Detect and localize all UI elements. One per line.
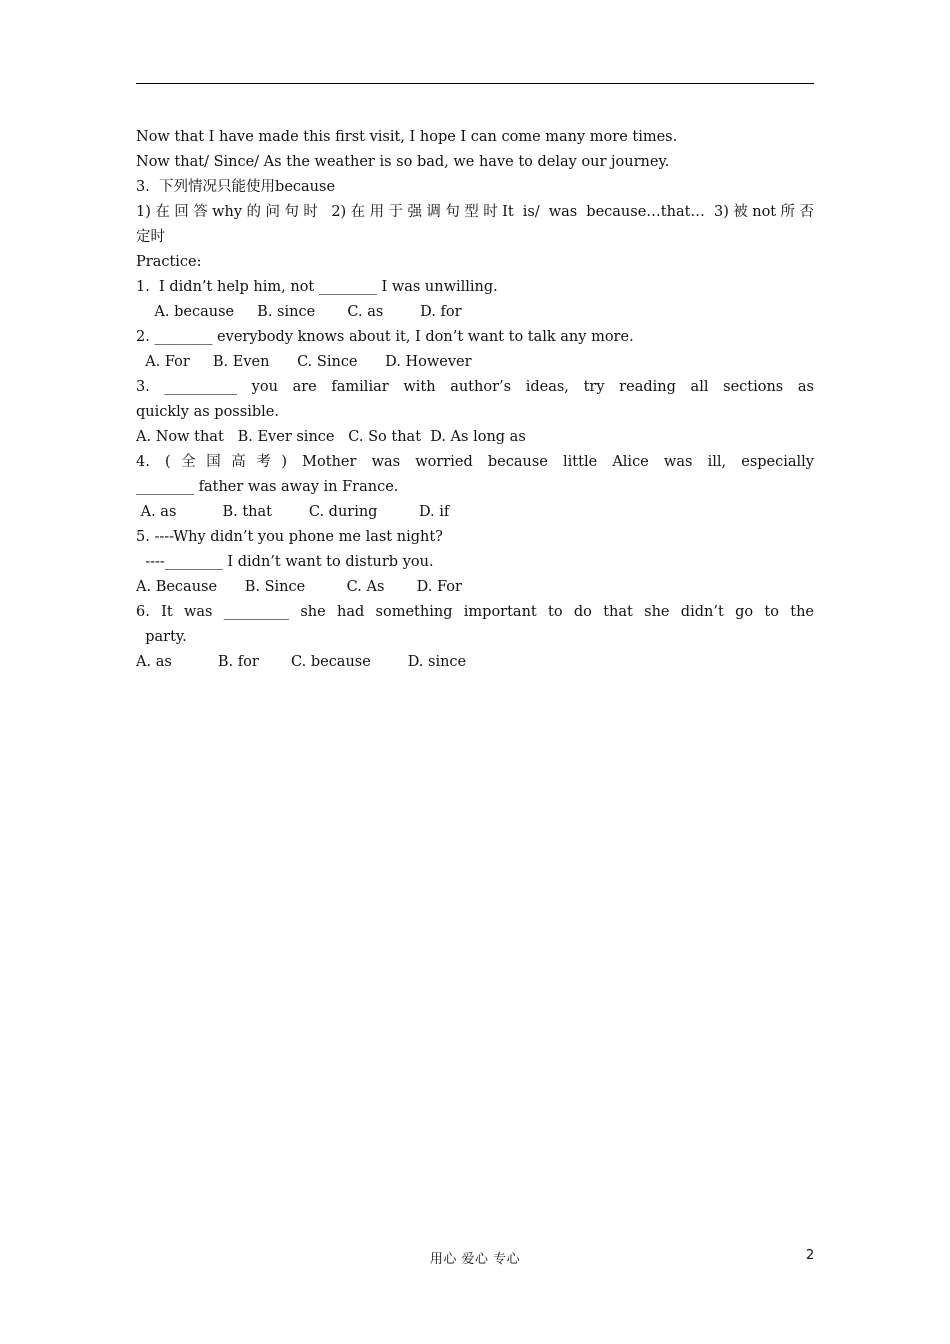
text-line: 定时	[136, 229, 165, 245]
question-6-options: A. as B. for C. because D. since	[136, 654, 467, 670]
question-4: 4. (全国高考) Mother was worried because little Alice was ill, especially	[136, 454, 814, 470]
practice-heading: Practice:	[136, 254, 202, 270]
footer-text: 用心 爱心 专心	[429, 1252, 521, 1267]
question-3-options: A. Now that B. Ever since C. So that D. As long as	[136, 429, 526, 445]
question-2-options: A. For B. Even C. Since D. However	[136, 354, 472, 370]
question-3: 3. __________ you are familiar with author’s ideas, try reading all sections as	[136, 379, 814, 395]
header-rule	[136, 83, 814, 84]
text-line: 1)在回答why的问句时 2)在用于强调句型时It is/ was because…that… 3)被not所否	[136, 204, 814, 220]
question-6: 6. It was _________ she had something important to do that she didn’t go to the	[136, 604, 814, 620]
question-4-options: A. as B. that C. during D. if	[136, 504, 450, 520]
text-line: 3. 下列情况只能使用because	[136, 179, 336, 195]
question-5-reply: ----________ I didn’t want to disturb you.	[136, 554, 434, 570]
text-line: Now that I have made this first visit, I hope I can come many more times.	[136, 129, 678, 145]
question-1: 1. I didn’t help him, not ________ I was unwilling.	[136, 279, 498, 295]
question-5: 5. ----Why didn’t you phone me last night?	[136, 529, 443, 545]
page-number: 2	[806, 1248, 815, 1263]
question-1-options: A. because B. since C. as D. for	[136, 304, 462, 320]
question-3-continuation: quickly as possible.	[136, 404, 279, 420]
question-4-continuation: ________ father was away in France.	[136, 479, 399, 495]
question-2: 2. ________ everybody knows about it, I don’t want to talk any more.	[136, 329, 634, 345]
question-5-options: A. Because B. Since C. As D. For	[136, 579, 462, 595]
question-6-continuation: party.	[136, 629, 187, 645]
document-body	[136, 125, 814, 675]
text-line: Now that/ Since/ As the weather is so bad, we have to delay our journey.	[136, 154, 670, 170]
